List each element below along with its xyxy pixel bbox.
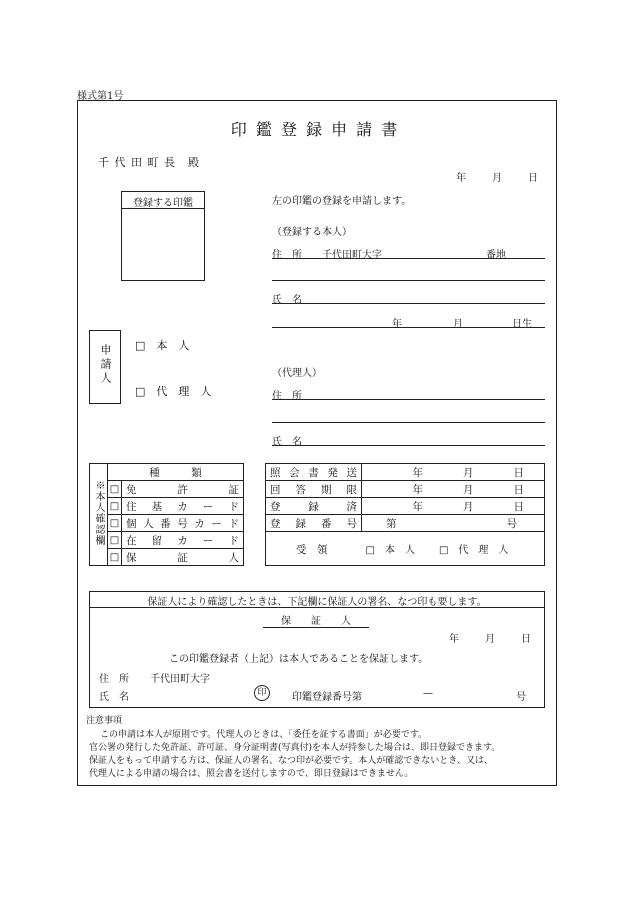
agent-name-line[interactable]: [272, 445, 545, 446]
office-row-label: 回答期限: [270, 483, 357, 496]
notes-title: 注意事項: [86, 716, 123, 726]
form-title: 印 鑑 登 録 申 請 書: [230, 120, 400, 139]
verification-row[interactable]: [90, 498, 244, 515]
verification-row[interactable]: [90, 532, 244, 549]
office-row-label: 照会書発送: [270, 466, 357, 479]
verification-checkbox[interactable]: □: [108, 515, 122, 532]
verification-row[interactable]: [90, 481, 244, 498]
note-line: 保証人をもって申請する方は、保証人の署名、なつ印が必要です。本人が確認できないとき、又は、: [89, 756, 493, 766]
applicant-agent-checkbox[interactable]: □ 代 理 人: [135, 385, 212, 398]
guarantor-statement: この印鑑登録者（上記）は本人であることを保証します。: [169, 654, 429, 665]
receipt-self-checkbox[interactable]: □ 本 人: [365, 544, 415, 556]
birth-year-label: 年: [392, 319, 402, 330]
office-year: 年: [412, 483, 423, 496]
office-row: [266, 498, 545, 515]
office-month: 月: [463, 500, 474, 513]
verification-item-label: 個人番号カード: [126, 517, 239, 530]
office-day: 日: [513, 483, 524, 496]
guarantor-address-value: 千代田町大字: [150, 674, 210, 685]
receipt-agent-checkbox[interactable]: □ 代 理 人: [438, 544, 509, 556]
application-year-label: 年: [456, 173, 466, 184]
guarantor-reg-go: 号: [516, 692, 526, 703]
application-day-label: 日: [528, 173, 538, 184]
verification-item-label: 保 証 人: [126, 551, 239, 564]
guarantor-day-label: 日: [521, 634, 531, 645]
verification-row[interactable]: [90, 515, 244, 532]
agent-name-label: 氏 名: [272, 437, 302, 448]
application-month-label: 月: [492, 173, 502, 184]
office-month: 月: [463, 483, 474, 496]
agent-address-line-1[interactable]: [272, 399, 545, 400]
office-row: [266, 464, 545, 481]
verification-checkbox[interactable]: □: [108, 481, 122, 498]
birth-month-label: 月: [453, 319, 463, 330]
registrant-section-label: （登録する本人）: [272, 227, 352, 238]
verification-row[interactable]: [90, 549, 244, 566]
guarantor-address-label: 住 所: [99, 674, 129, 685]
verification-checkbox[interactable]: □: [108, 498, 122, 515]
registrant-address-prefix: 千代田町大字: [322, 250, 382, 261]
office-row-label: 登 録 済: [270, 500, 357, 513]
verification-checkbox[interactable]: □: [108, 532, 122, 549]
seal-mark-icon: 印: [254, 685, 270, 701]
guarantor-reg-dash: —: [423, 688, 433, 699]
applicant-label: 申請人: [99, 344, 112, 386]
guarantor-name-label: 氏 名: [99, 692, 129, 703]
verification-table: [89, 463, 244, 566]
office-day: 日: [513, 500, 524, 513]
office-row: [266, 481, 545, 498]
birth-date-line[interactable]: [272, 327, 545, 328]
seal-box-label: 登録する印鑑: [133, 198, 193, 209]
registrant-name-label: 氏 名: [272, 295, 302, 306]
addressee: 千 代 田 町 長 殿: [98, 156, 200, 169]
verification-side-label: ※本人確認欄: [93, 480, 104, 546]
applicant-self-checkbox[interactable]: □ 本 人: [135, 339, 190, 352]
agent-address-line-2[interactable]: [272, 422, 545, 423]
verification-item-label: 免 許 証: [126, 483, 239, 496]
registrant-address-suffix: 番地: [486, 250, 506, 261]
registrant-name-line[interactable]: [272, 303, 545, 304]
office-month: 月: [463, 466, 474, 479]
registrant-address-label: 住 所: [272, 250, 302, 261]
office-year: 年: [412, 466, 423, 479]
note-line: この申請は本人が原則です。代理人のときは、「委任を証する書面」が必要です。: [100, 730, 428, 740]
note-line: 代理人による申請の場合は、照会書を送付しますので、即日登録はできません。: [89, 769, 414, 779]
guarantor-reg-number-label: 印鑑登録番号第: [292, 692, 362, 703]
verification-header: 種 類: [108, 464, 244, 481]
registrant-address-line-2[interactable]: [272, 280, 545, 281]
office-row: [266, 515, 545, 532]
registrant-address-line-1[interactable]: [272, 258, 545, 259]
note-line: 官公署の発行した免許証、許可証、身分証明書(写真付)を本人が持参した場合は、即日登録できます。: [89, 743, 501, 753]
form-number: 様式第1号: [77, 91, 124, 102]
office-table: [265, 463, 545, 566]
verification-checkbox[interactable]: □: [108, 549, 122, 566]
guarantor-month-label: 月: [485, 634, 495, 645]
guarantor-notice: 保証人により確認したときは、下記欄に保証人の署名、なつ印も要します。: [147, 597, 487, 608]
verification-item-label: 在 留 カ ー ド: [126, 534, 239, 547]
registration-number-go: 号: [506, 517, 517, 530]
registration-number-label: 登 録 番 号: [270, 517, 357, 530]
verification-item-label: 住 基 カ ー ド: [126, 500, 239, 513]
office-year: 年: [412, 500, 423, 513]
office-day: 日: [513, 466, 524, 479]
receipt-row: [266, 532, 545, 566]
birth-day-label: 日生: [512, 319, 532, 330]
guarantor-year-label: 年: [449, 634, 459, 645]
agent-address-label: 住 所: [272, 391, 302, 402]
guarantor-title: 保 証 人: [263, 612, 369, 628]
request-text: 左の印鑑の登録を申請します。: [272, 196, 412, 207]
agent-section-label: （代理人）: [272, 368, 322, 379]
receipt-label: 受 領: [296, 543, 328, 556]
registration-number-dai: 第: [386, 517, 397, 530]
